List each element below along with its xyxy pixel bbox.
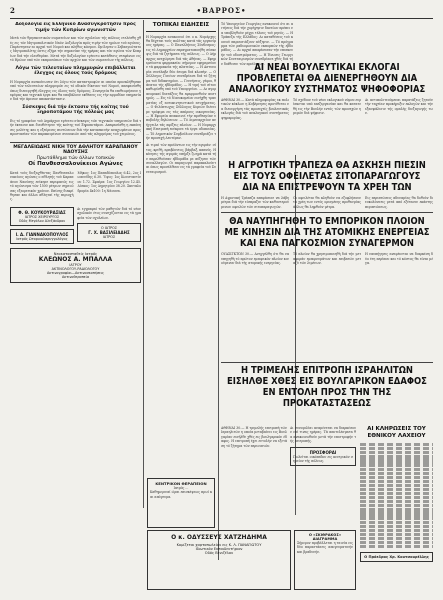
sports-headline: ΜΕΓΑΛΕΙΩΔΗΣ ΝΙΚΗ ΤΟΥ ΑΘΛΗΤΟΥ ΚΑΡΑΠΑΝΟΥ ΝΑΟΥΣΗΣ <box>13 144 138 156</box>
newspaper-name: •ΒΑΡΡΟΣ• <box>196 6 247 15</box>
article-text: Αι συνομιλίαι αναμένεται να διαρκέσουν επί τινας ημέρας. Τά αποτελέσματα θα ανακοινωθούν μετά τήν επιστροφήν τής επιτροπής. <box>290 426 356 444</box>
cinema-ad: Ο «ΣΚΙΘΡΑΚΟΣ» ΔΙΑΓΡΑΜΜΑ Σήμερον προβάλλεται η ταινία εις δύο παραστάσεις απογευματινήν και βραδυνήν. <box>294 530 356 590</box>
headline: ΑΙ ΝΕΑΙ ΒΟΥΛΕΥΤΙΚΑΙ ΕΚΛΟΓΑΙ <box>254 62 400 73</box>
masthead <box>10 6 433 16</box>
doctor-ad: Ι. Δ. ΓΙΑΝΝΑΚΟΠΟΥΛΟΣ Ιατρός Ωτορινολαρυγγολόγος <box>10 229 74 244</box>
headline: Η ΑΓΡΟΤΙΚΗ ΤΡΑΠΕΖΑ ΘΑ ΑΣΚΗΣΗ ΠΙΕΣΙΝ <box>228 160 426 171</box>
doctor-ad: Ο ΙΑΤΡΟΣ Γ. Χ. ΒΑΣΙΛΕΙΑΔΗΣ ΙΑΤΡΟΣ <box>77 223 141 242</box>
doctor-ad: Φ. Θ. ΚΟΥΚΟΥΡΑΣΙΑΣ ΙΑΤΡΟΣ ΧΕΙΡΟΥΡΓΟΣ Οδός Μεγάλου Αλεξάνδρου <box>10 207 74 226</box>
article-text: ΑΘΗΝΑΙ 30.— Κατά πληροφορίας εκ πολιτικών κύκλων η Κυβέρνησις προτίθεται να διενεργήση τάς προσεχείς βουλευτικάς εκλογάς διά τού αναλογικού συστήματος ψηφοφορίας. <box>221 98 289 120</box>
article-text: Εις τό γραφείον τού Δημάρχου εγένετο σύσκεψις τών τεχνικών υπηρεσιών διά τήν έκτασιν και διευθέτησιν τής κοίτης τού Ξηροποτάμου. Απεφασίσθη η εκπόνησις μελέτης και η εξεύρεσις πιστώσεων διά τήν κατασκευήν αναχωμάτων προς προστασίαν τών παρακειμένων συνοικιών από τάς πλημμύρας τού χειμώνος. <box>10 119 141 137</box>
middle-column <box>146 22 216 482</box>
article-text: Μήκος: 1ος Παπαδόπουλος 6.42, 2ος Ιωαννίδης 6.30. Ύψος: 1ος Κωνσταντίνου 1.72. Σφαίρα: 1ος Γεωργίου 12.45. Δίσκος: 1ος Δημητρίου 38.20. Σκυταλοδρομία 4x100: 1η Νάουσα. <box>77 171 141 193</box>
article-text: Τό πλοίον θα χρησιμοποιηθή διά τήν μεταφοράν εμπορευμάτων και επιβατών μεταξύ τών λιμένων. <box>293 252 361 266</box>
right-news <box>221 160 433 360</box>
column-divider <box>218 20 219 560</box>
commission-article <box>221 362 433 422</box>
section-rule <box>221 212 433 213</box>
sports-main-headline: Οί Πανθεσσαλονίκειοι Αγώνες <box>28 161 123 168</box>
section-rule <box>221 362 433 363</box>
lottery-results <box>360 426 433 596</box>
headline: ΜΕ ΚΙΝΗΣΙΝ ΔΙΑ ΤΗΣ ΑΤΟΜΙΚΗΣ ΕΝΕΡΓΕΙΑΣ <box>224 227 430 239</box>
article-text: Οι οφειλέται θα κληθούν να εξοφλήσουν τά χρέη των εντός ορισμένης προθεσμίας άλλως θα ληφθούν μέτρα. <box>293 196 361 209</box>
headline: Λόγω τών τελευταίων πλημμυρών επιβάλλεται έλεγχος εις όλους τούς δρόμους <box>15 65 136 77</box>
headline: Σύσκεψις διά τήν έκτασιν τής κοίτης τού Ξηροποτάμου τής πόλεώς μας <box>22 104 129 116</box>
article-text: Κατά τούς διεξαχθέντας Πανθεσσαλονικείους αγώνας ο αθλητής τού Καραπάνου Ναούσης ενίκησε περιφανώς εις τό αγώνισμα τών 1500 μέτρων σημειώσας εξαιρετικόν χρόνον. Επίσης διεκρίθησαν και άλλοι αθληταί τής περιοχής. <box>10 171 74 202</box>
headline: ΑΝΑΛΟΓΙΚΟΥ ΣΥΣΤΗΜΑΤΟΣ ΨΗΦΟΦΟΡΙΑΣ <box>228 84 426 95</box>
headline: ΕΙΣ ΤΟΥΣ ΟΦΕΙΛΕΤΑΣ ΣΙΤΟΠΑΡΑΓΩΓΟΥΣ <box>233 171 421 182</box>
page-number: 2 <box>10 6 15 15</box>
article-text: Η Νομαρχία ανεκοίνωσεν ότι λόγω τών καταστροφών αι οποίαι προεκλήθησαν υπό τών τελευταίων πλημμυρών εις τό οδικόν δίκτυον τού Νομού, απεφασίσθη όπως διενεργηθή έλεγχος εις όλους τούς δρόμους. Συνεργεία θα επιθεωρήσουν γεφύρας και τεχνικά έργα και θα υποβάλουν εκθέσεις εις τήν αρμοδίαν υπηρεσίαν διά τήν άμεσον αποκατάστασιν. <box>10 79 141 102</box>
section-title: ΤΟΠΙΚΑΙ ΕΙΔΗΣΕΙΣ <box>146 22 216 32</box>
article-text: Μετά τών θρησκευτικών σωματείων και τών σχολείων τής πόλεως ετελέσθη χθές εις τόν Μητροπολιτικόν Ναόν Δοξολογία πρός τιμήν τών ηρώων τού αγώνος. Παρέστησαν αι αρχαί τού Νομού και πλήθος κόσμου. Ωμίλησεν ο Σεβασμιώτατος Μητροπολίτης όστις εξήρε τήν σημασίαν τής ημέρας και τόν αγώνα τών Κυπρίων διά τήν ελευθερίαν. Μετά τήν δοξολογίαν εγένετο κατάθεσις στεφάνων εις τό Ηρώον υπό τών εκπροσώπων τών αρχών και τών σωματείων τής πόλεως. <box>10 36 141 63</box>
article-text: Η Αγροτική Τράπεζα απεφάσισε να λάβη μέτρα διά τήν είσπραξιν τών καθυστερούμενων οφειλών τών σιτοπαραγωγών. <box>221 196 289 209</box>
clinic-ad: ΚΕΝΤΡΙΚΟΝ ΘΕΡΑΠΕΙΟΝ Ιατρός ... Καθημεριναί ώραι επισκέψεως πρωί και απόγευμα. <box>147 478 215 528</box>
article-text: Αι εγγραφαί τών μαθητών διά τό νέον σχολικόν έτος συνεχίζονται εις τά γραφεία τών σχολείων. <box>77 206 141 220</box>
sports-subheadline: Πρωτάθλημα τών άλλων τοπικών <box>36 155 115 161</box>
election-article <box>221 62 433 157</box>
headline: ΠΡΟΒΛΕΠΕΤΑΙ ΘΑ ΔΙΕΝΕΡΓΗΘΟΥΝ ΔΙΑ <box>236 73 418 84</box>
article-text: Η Νομαρχία ανακοινοί ότι ο κ. Νομάρχης θα δέχεται τούς πολίτας κατά τάς εργασίμους ημέρας. — Ο Πανελλήνιος Σύνδεσμος: εις τό Δημαρχείον επραγματοποιήθη σύσκεψις διά τά ζητήματα τής πόλεως. — Ο Δήμαρχος ανεχώρησε διά τάς Αθήνας. — Εφημερεύοντα φαρμακεία: σήμερον εφημερεύουν τά φαρμακεία τής πλατείας. — Η Αστυνομία συνέλαβε δύο άτομα διά κλοπήν. — Ο Σύλλογος Γονέων συνεδρίασε διά τό ζήτημα τού διδακτηρίου. — Γεννήσεις, γάμοι, θάνατοι τής εβδομάδος. — Η τιμή τού σίτου καθωρίσθη υπό τού Υπουργείου. — Αι αγορανομικαί διατάξεις θα εφαρμοσθούν αυστηρώς. — Εις τό Νοσοκομείον εισήχθη τραυματίας εξ αυτοκινητιστικού ατυχήματος. — Ο Φιλόπτωχος Σύλλογος Κυριών διένειμε τρόφιμα εις τάς απόρους οικογενείας. — Η Εφορεία ανακοινοί τήν προθεσμίαν υποβολής δηλώσεων. — Τό Λιμεναρχείον ανήγγειλε τάς αφίξεις πλοίων. — Η Νομαρχιακή Επιτροπή ενέκρινε τά έργα οδοποιίας. — Τό Δημοτικόν Συμβούλιον συνεδριάζει τήν προσεχή Δευτέραν. <box>146 34 216 140</box>
headline: ΕΙΣΗΛΘΕ ΧΘΕΣ ΕΙΣ ΒΟΥΛΓΑΡΙΚΟΝ ΕΔΑΦΟΣ <box>227 376 427 387</box>
radiologist-ad: Νεοκατασταθείς Ιατρός ΚΛΕΩΝΟΣ Α. ΜΠΑΛΛΑ ΙΑΤΡΟΥ ΑΚΤΙΝΟΛΟΓΟΥ-ΡΑΔΙΟΛΟΓΟΥ Ακτινογραφίαι—Ακτινοσκοπήσεις Ακτινοθεραπεία <box>10 248 141 283</box>
article-text: Τό Υπουργείον Γεωργίας ανακοινοί ότι αι αιτήσεις διά τήν χορήγησιν δανείων πρέπει να υποβληθούν μέχρι τέλους τού μηνός. — Η Τράπεζα τής Ελλάδος: Αι καταθέσεις τού κοινού παρουσιάζουν αύξησιν. — Τό πρόγραμμα τών ραδιοφωνικών εκπομπών τής εβδομάδος. — Αι αρχαί αποφάσισαν τήν επισκευήν τού οδοστρώματος. — Η Ένωσις Γεωργικών Συνεταιρισμών συνεδρίασε χθές διά τήν διάθεσιν τών προϊόντων. <box>221 22 293 66</box>
headline: ΕΝ ΕΝΤΟΛΗ ΠΡΟΣ ΤΗΝ ΤΗΣ ΠΡΟΚΑΤΑΣΤΑΣΕΩΣ <box>262 387 392 409</box>
results-table <box>360 443 433 548</box>
headline: ΔΙΑ ΝΑ ΕΠΙΣΤΡΕΨΟΥΝ ΤΑ ΧΡΕΗ ΤΩΝ <box>242 182 412 193</box>
masthead-rule <box>10 18 433 19</box>
article-text: Αι αντιπολιτευόμεναι παρατάξεις ζητούν τήν ταχείαν προκήρυξιν εκλογών και τήν εξασφάλισιν τής ομαλής διεξαγωγής των. <box>365 98 433 116</box>
section-rule <box>10 142 141 143</box>
column-divider <box>143 20 144 508</box>
headline: Η ΤΡΙΜΕΛΗΣ ΕΠΙΤΡΟΠΗ ΙΣΡΑΗΛΙΤΩΝ <box>241 365 413 376</box>
headline: ΚΑΙ ΕΝΑ ΠΑΓΚΟΣΜΙΟΝ ΣΥΝΑΓΕΡΜΟΝ <box>240 238 414 250</box>
news-column <box>221 426 287 526</box>
bookstore-ad: Ο κ. ΟΔΥΣΣΕΥΣ ΧΑΤΖΗΔΗΜΑ Κομίζεται χαρτοπωλείον εις Κ. Λ. ΠΑΝΑΓΙΩΤΟΥ Ιδιωτικόν Εκπαιδευτήριον Οδός Βενιζέλου <box>147 530 291 590</box>
article-text: Αι τιμαί τών προϊόντων εις τήν αγοράν: σίτος, κριθή, αραβόσιτος, βάμβαξ, καπνός. Η κίνησις τής αγοράς υπήρξε ζωηρά κατά τήν παρελθούσαν εβδομάδα με αύξησιν τών συναλλαγών. Οι παραγωγοί παρακαλούνται όπως προσέλθουν εις τά γραφεία τού Συνεταιρισμού. <box>146 143 216 174</box>
left-column <box>10 22 141 582</box>
lottery-title: ΑΙ ΚΛΗΡΩΣΕΙΣ ΤΟΥ ΕΘΝΙΚΟΥ ΛΑΧΕΙΟΥ <box>367 426 426 439</box>
article-text: Εις περιπτώσεις αδυναμίας θα δοθούν διευκολύνσεις μετά από εξέτασιν εκάστης περιπτώσεως. <box>365 196 433 209</box>
offers-box: ΠΡΟΣΦΟΡΑΙ Πωλείται οικόπεδον εις κεντρικόν σημείον τής πόλεως. <box>290 447 356 467</box>
headline: ΘΑ ΝΑΥΠΗΓΗΘΗ ΤΟ ΕΜΠΟΡΙΚΟΝ ΠΛΟΙΟΝ <box>229 216 425 228</box>
news-column <box>290 426 356 526</box>
article-text: ΟΥΑΣΙΓΚΤΩΝ 30.— Ανηγγέλθη ότι θα ναυπηγηθή τό πρώτον εμπορικόν πλοίον κινούμενον διά τής ατομικής ενεργείας. <box>221 252 289 266</box>
headline: Δοξολογία εις Ελληνικό Ανασυγκρότησιν πρός τιμήν τών Κυπρίων αγωνιστών <box>15 22 136 33</box>
article-text: ΑΘΗΝΑΙ 30.— Η τριμελής επιτροπή τών Ισραηλιτών η οποία μεταβαίνει εις Βουλγαρίαν εισήλθε χθές εις βουλγαρικόν έδαφος. Η επιτροπή έχει εντολήν να εξετάση τό ζήτημα τών περιουσιών. <box>221 426 287 448</box>
article-text: Τό σχέδιον τού νέου εκλογικού νόμου ευρίσκεται υπό επεξεργασίαν και θα κατατεθή εις τήν Βουλήν εντός τών προσεχών ημερών διά ψήφισιν. <box>293 98 361 116</box>
article-text: Η ναυπήγησις αναμένεται να διαρκέση δύο έτη περίπου και τό κόστος θα είναι μέγα. <box>365 252 433 266</box>
notice-box: Ο Πρόεδρος Χρ. Κουτσουρέλλης <box>360 552 433 562</box>
